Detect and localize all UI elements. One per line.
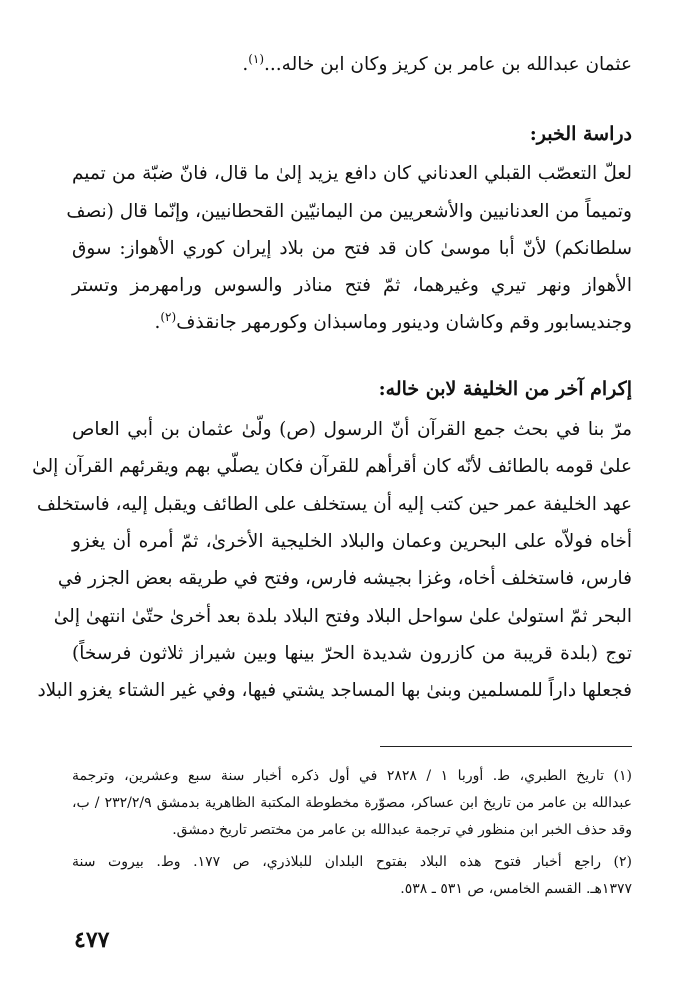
paragraph-line: توج (بلدة قريبة من كازرون شديدة الحرّ بينها وبين شيراز ثلاثون فرسخاً) — [72, 643, 632, 664]
paragraph-line: البحر ثمّ استولىٰ علىٰ سواحل البلاد وفتح البلاد بلدة بعد أخرىٰ حتّىٰ انتهىٰ إلىٰ — [53, 606, 632, 627]
section-heading-study: دراسة الخبر: — [529, 123, 632, 145]
paragraph-end: . — [154, 312, 161, 333]
intro-line — [72, 52, 632, 78]
section-heading-honor: إكرام آخر من الخليفة لابن خاله: — [378, 378, 632, 400]
paragraph-line: وتميماً من العدنانيين والأشعريين من اليمانيّين القحطانيين، وإنّما قال (نصف — [66, 201, 632, 222]
paragraph-text: وجنديسابور وقم وكاشان ودينور وماسبذان وكورمهر جانقذف — [176, 312, 632, 333]
paragraph-line: فارس، فاستخلف أخاه، وغزا بجيشه فارس، وفتح في طريقه بعض الجزر في — [57, 568, 632, 589]
footnote-line: ١٣٧٧هـ. القسم الخامس، ص ٥٣١ ـ ٥٣٨. — [400, 881, 632, 897]
paragraph-line: لعلّ التعصّب القبلي العدناني كان دافع يزيد إلىٰ ما قال، فانّ ضبّة من تميم — [72, 163, 632, 184]
footnote-line: (١) تاريخ الطبري، ط. أوربا ١ / ٢٨٢٨ في أول ذكره أخبار سنة سبع وعشرين، وترجمة — [72, 768, 632, 784]
paragraph-line: أخاه فولاّه على البحرين وعمان والبلاد الخليجية الأخرىٰ، ثمّ أمره أن يغزو — [72, 531, 632, 552]
footnote-line: عبدالله بن عامر من تاريخ ابن عساكر، مصوّرة مخطوطة المكتبة الظاهرية بدمشق ٢٣٢/٢/٩ / ب، — [72, 795, 632, 811]
paragraph-line-last — [72, 310, 632, 336]
intro-text: عثمان عبدالله بن عامر بن كريز وكان ابن خاله... — [264, 54, 632, 75]
paragraph-line: سلطانكم) لأنّ أبا موسىٰ كان قد فتح من بلاد إيران كوري الأهواز: سوق — [72, 238, 632, 259]
footnote-divider — [380, 746, 632, 747]
paragraph-line: علىٰ قومه بالطائف لأنّه كان أقرأهم للقرآن فكان يصلّي بهم ويقرئهم القرآن إلىٰ — [32, 456, 632, 477]
paragraph-line: عهد الخليفة عمر حين كتب إليه أن يستخلف على الطائف ويقبل إليه، فاستخلف — [36, 494, 632, 515]
paragraph-line: مرّ بنا في بحث جمع القرآن أنّ الرسول (ص) ولّىٰ عثمان بن أبي العاص — [72, 419, 632, 440]
footnote-ref-2: (٢) — [160, 309, 177, 324]
footnote-ref-1: (١) — [248, 51, 265, 66]
footnote-line: وقد حذف الخبر ابن منظور في ترجمة عبدالله بن عامر من مختصر تاريخ دمشق. — [172, 822, 632, 838]
page-number: ٤٧٧ — [74, 927, 110, 953]
paragraph-line: فجعلها داراً للمسلمين وبنىٰ بها المساجد يشتي فيها، وفي غير الشتاء يغزو البلاد — [37, 680, 632, 701]
paragraph-line: الأهواز ونهر تيري وغيرهما، ثمّ فتح مناذر والسوس ورامهرمز وتستر — [72, 275, 632, 296]
footnote-line: (٢) راجع أخبار فتوح هذه البلاد بفتوح البلدان للبلاذري، ص ١٧٧. وط. بيروت سنة — [72, 854, 632, 870]
intro-end: . — [242, 54, 249, 75]
